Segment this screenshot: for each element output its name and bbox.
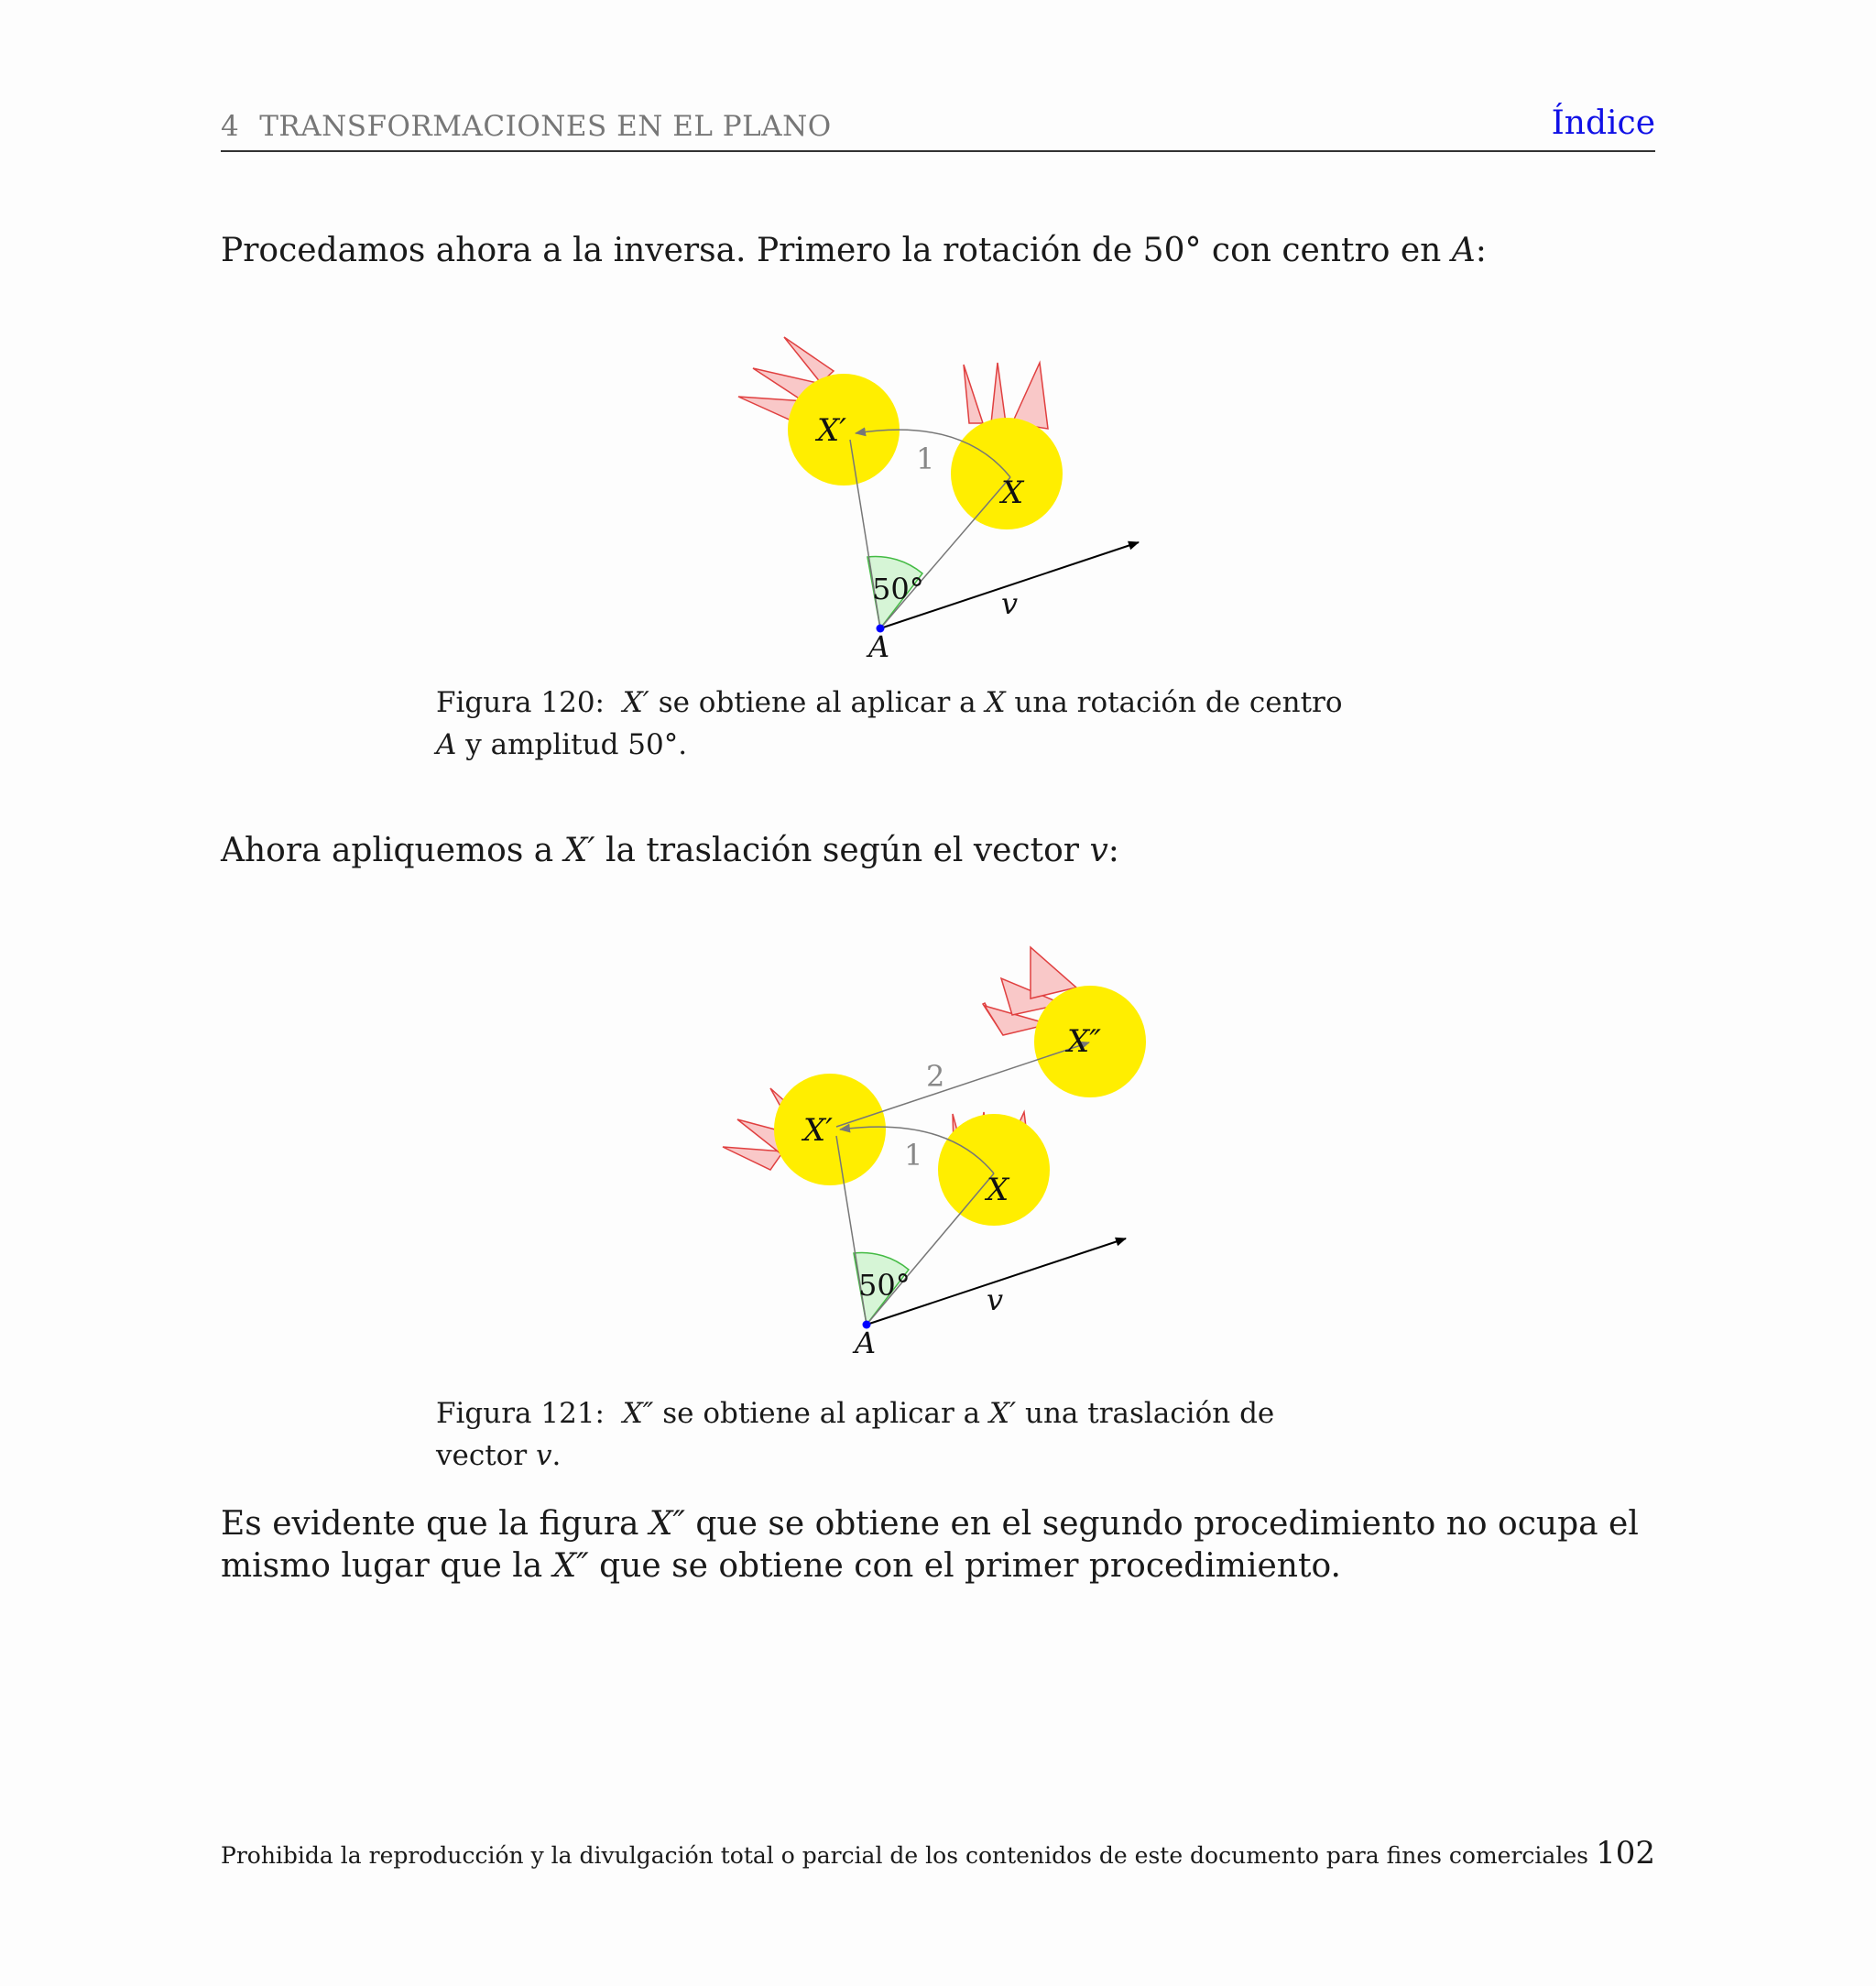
- label-x: X: [1001, 475, 1024, 511]
- math-var: X″: [552, 1547, 589, 1585]
- paragraph-conclusion: [221, 1503, 1655, 1588]
- caption-text: y amplitud 50°.: [456, 728, 688, 761]
- paragraph-text: la traslación según el vector: [594, 832, 1090, 869]
- paragraph-text: :: [1475, 232, 1487, 269]
- sun-x: [938, 1114, 1050, 1226]
- label-v: v: [987, 1282, 1004, 1317]
- math-var: A: [1451, 232, 1476, 269]
- paragraph-text: que se obtiene con el primer procedimiento.: [588, 1547, 1341, 1585]
- label-x: X: [987, 1172, 1009, 1208]
- paragraph-text: Ahora apliquemos a: [221, 832, 564, 869]
- caption-text: se obtiene al aplicar a: [649, 686, 986, 719]
- running-header: [221, 110, 832, 143]
- label-a: A: [855, 1326, 877, 1360]
- flame-shape: [723, 1147, 783, 1170]
- label-x-double-prime: X″: [1067, 1023, 1101, 1060]
- caption-text: una traslación de vector: [436, 1397, 1275, 1472]
- math-var: X′: [989, 1397, 1017, 1430]
- label-v: v: [1001, 586, 1019, 621]
- caption-text: una rotación de centro: [1005, 686, 1343, 719]
- paragraph-translation: [221, 830, 1655, 872]
- math-var: X′: [622, 686, 649, 719]
- label-a: A: [868, 629, 890, 664]
- index-link[interactable]: Índice: [1551, 104, 1655, 142]
- paragraph-text: Es evidente que la figura: [221, 1505, 649, 1543]
- math-var: v: [1089, 832, 1108, 869]
- math-var: X: [985, 686, 1006, 719]
- chapter-number: 4: [221, 110, 240, 143]
- math-var: v: [536, 1439, 552, 1472]
- figure-121-caption: [436, 1392, 1352, 1477]
- paragraph-text: :: [1107, 832, 1119, 869]
- caption-label: Figura 121:: [436, 1397, 605, 1430]
- label-x-prime: X′: [817, 412, 846, 449]
- paragraph-text: que se obtiene en el segundo procedimiento no ocupa el mismo lugar que la: [221, 1505, 1639, 1585]
- label-step-2: 2: [926, 1059, 945, 1094]
- flame-shape: [991, 363, 1006, 423]
- header-divider: [221, 150, 1655, 152]
- flame-shape: [964, 365, 983, 423]
- flame-shape: [784, 337, 834, 383]
- label-x-prime: X′: [803, 1112, 833, 1149]
- footer-notice: Prohibida la reproducción y la divulgación total o parcial de los contenidos de este documento para fines comerciales: [221, 1842, 1588, 1869]
- caption-text: se obtiene al aplicar a: [653, 1397, 990, 1430]
- math-var: X′: [563, 832, 595, 869]
- caption-text: .: [551, 1439, 562, 1472]
- paragraph-intro: [221, 230, 1655, 272]
- figure-120-diagram: [714, 321, 1172, 669]
- math-var: X″: [622, 1397, 654, 1430]
- figure-120-caption: [436, 682, 1352, 766]
- figure-121-diagram: [701, 934, 1177, 1369]
- label-angle: 50°: [872, 572, 924, 606]
- label-angle: 50°: [858, 1268, 911, 1303]
- math-var: X″: [649, 1505, 685, 1543]
- math-var: A: [436, 728, 457, 761]
- paragraph-text: Procedamos ahora a la inversa. Primero la rotación de 50° con centro en: [221, 232, 1452, 269]
- translation-arrow: [836, 1042, 1089, 1127]
- caption-label: Figura 120:: [436, 686, 605, 719]
- chapter-title: TRANSFORMACIONES EN EL PLANO: [259, 110, 832, 143]
- label-step-1: 1: [904, 1138, 923, 1173]
- label-step-1: 1: [916, 442, 935, 476]
- page-number: 102: [1596, 1835, 1655, 1871]
